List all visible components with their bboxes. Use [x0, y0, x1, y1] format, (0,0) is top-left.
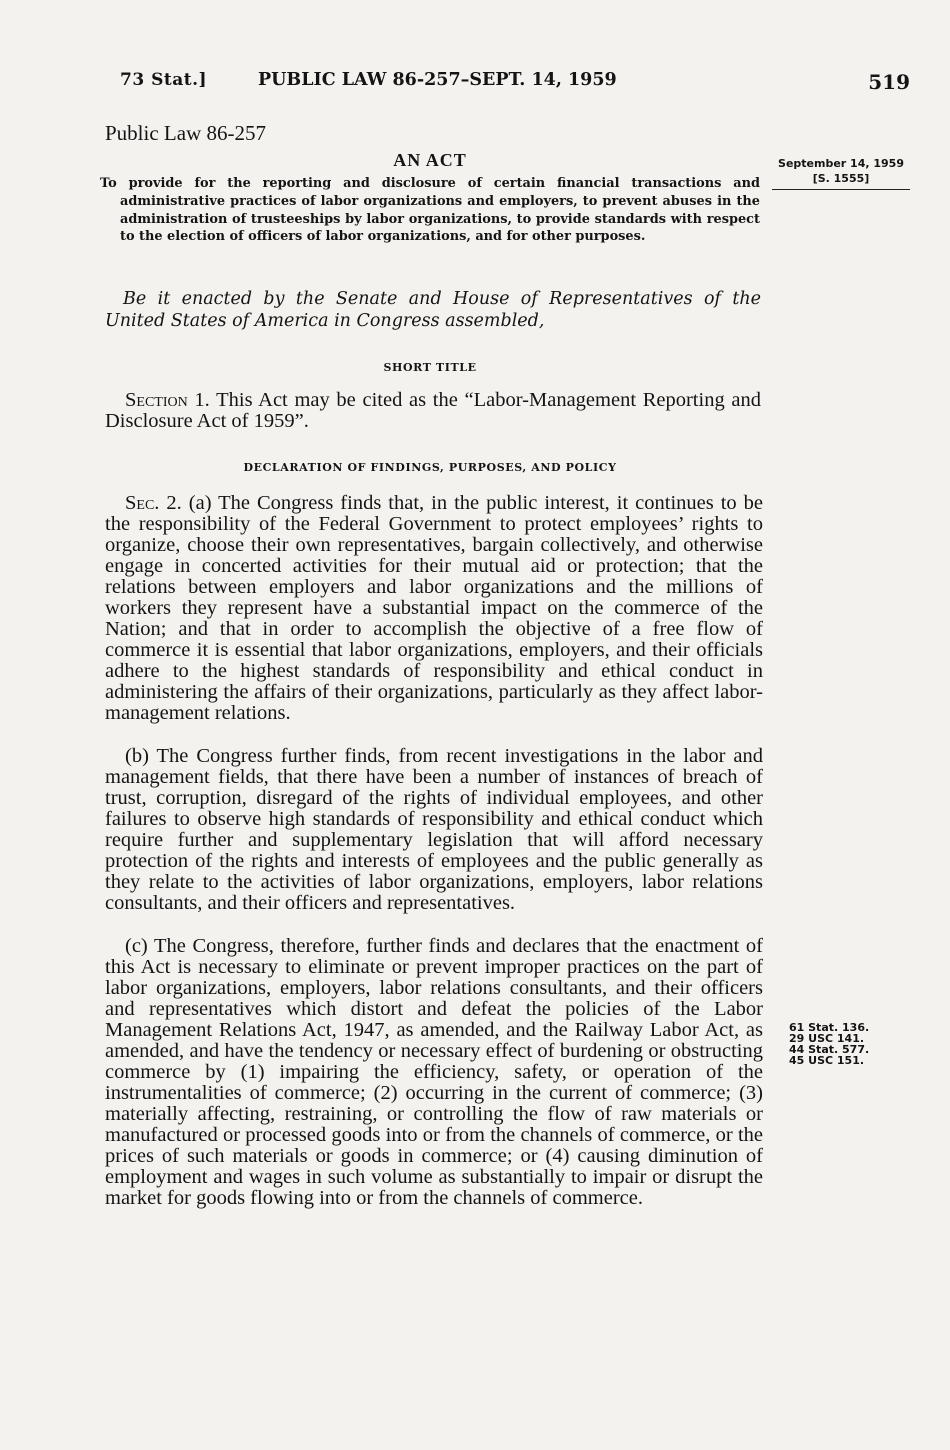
margin-citation: 29 USC 141. [789, 1032, 865, 1045]
margin-citations [789, 1022, 869, 1066]
section-2c: (c) The Congress, therefore, further finds and declares that the enactment of this Act is necessary to eliminate or prevent improper practices on the part of labor organizations, employers, labor relations consultants, and their officers and representatives which distort and defeat the policies of the Labor Management Relations Act, 1947, as amended, and the Railway Labor Act, as amended, and have the tendency or necessary effect of burdening or obstructing commerce by (1) impairing the efficiency, safety, or operation of the instrumentalities of commerce; (2) occurring in the current of commerce; (3) materially affecting, restraining, or controlling the flow of raw materials or manufactured or processed goods into or from the channels of commerce, or the prices of such materials or goods in commerce; or (4) causing diminution of employment and wages in such volume as substantially to impair or disrupt the market for goods flowing into or from the channels of commerce. [105, 935, 763, 1209]
page-header [120, 70, 910, 100]
public-law-label: Public Law 86-257 [105, 121, 266, 145]
bill-number: [S. 1555] [812, 172, 870, 185]
purpose-statement: To provide for the reporting and disclosure of certain financial transactions and administrative practices of labor organizations and employers, to prevent abuses in the administration of trusteeships by labor organizations, to provide standards with respect to the election of officers of labor organizations, and for other purposes. [100, 176, 760, 245]
short-title-heading: SHORT TITLE [383, 361, 477, 374]
section-2a [105, 493, 763, 724]
enactment-date: September 14, 1959 [778, 157, 904, 170]
margin-citation: 44 Stat. 577. [789, 1043, 870, 1056]
page-number: 519 [868, 70, 910, 94]
sec-label: Sec. [125, 492, 160, 514]
volume-reference: 73 Stat.] [120, 70, 208, 90]
margin-citation: 61 Stat. 136. [789, 1021, 870, 1034]
act-label: AN ACT [393, 150, 467, 170]
section-2b: (b) The Congress further finds, from recent investigations in the labor and management fields, that there have been a number of instances of breach of trust, corruption, disregard of the rights of individual employees, and other failures to observe high standards of responsibility and ethical conduct which require further and supplementary legislation that will afford necessary protection of the rights and interests of employees and the public generally as they relate to the activities of labor organizations, employers, labor relations consultants, and their officers and representatives. [105, 745, 763, 914]
section-label: Section [125, 389, 188, 411]
declaration-heading: DECLARATION OF FINDINGS, PURPOSES, AND POLICY [243, 461, 617, 474]
section-2a-text: 2. (a) The Congress finds that, in the public interest, it continues to be the responsibility of the Federal Government to protect employees’ rights to organize, choose their own representatives, bargain collectively, and otherwise engage in concerted activities for their mutual aid or protection; that the relations between employers and labor organizations and the millions of workers they represent have a substantial impact on the commerce of the Nation; and that in order to accomplish the objective of a free flow of commerce it is essential that labor organizations, employers, and their officials adhere to the highest standards of responsibility and ethical conduct in administering the affairs of their organizations, particularly as they affect labor-management relations. [105, 492, 763, 724]
section-1 [105, 390, 761, 432]
side-note [772, 156, 910, 190]
running-title: PUBLIC LAW 86-257–SEPT. 14, 1959 [258, 70, 617, 90]
side-note-rule [772, 189, 910, 190]
enacting-clause: Be it enacted by the Senate and House of Representatives of the United States of America in Congress assembled, [105, 289, 761, 331]
margin-citation: 45 USC 151. [789, 1054, 865, 1067]
section-1-text: 1. This Act may be cited as the “Labor-Management Reporting and Disclosure Act of 1959”. [105, 389, 761, 432]
